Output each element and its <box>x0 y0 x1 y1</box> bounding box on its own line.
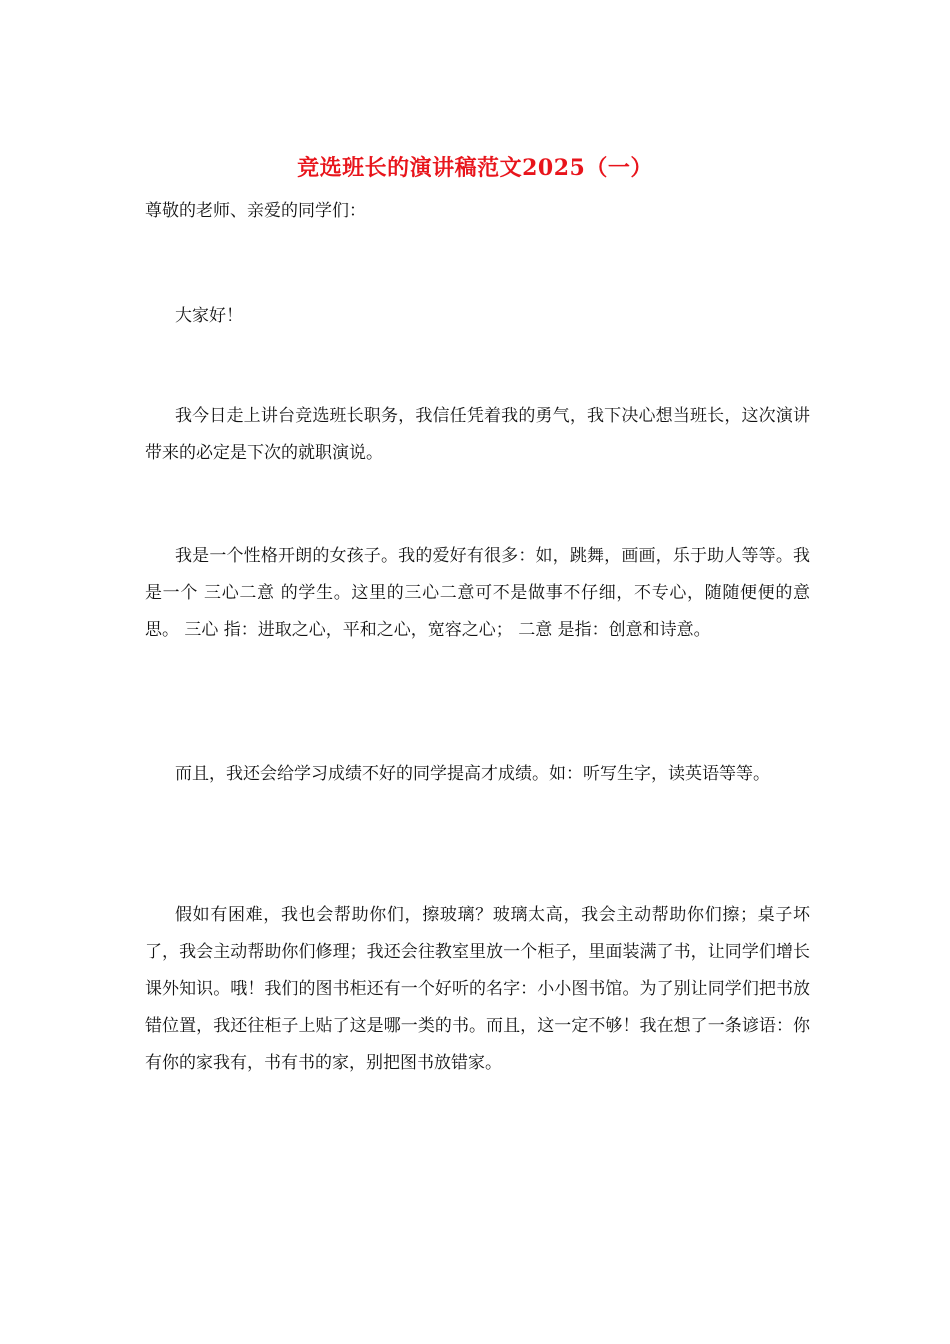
paragraph-greeting: 大家好！ <box>175 306 243 326</box>
salutation: 尊敬的老师、亲爱的同学们： <box>145 201 366 221</box>
paragraph-class-help: 假如有困难，我也会帮助你们，擦玻璃？玻璃太高，我会主动帮助你们擦；桌子坏了，我会主动帮助你们修理；我还会往教室里放一个柜子，里面装满了书，让同学们增长课外知识。哦！我们的图书柜还有一个好听的名字：小小图书馆。为了别让同学们把书放错位置，我还往柜子上贴了这是哪一类的书。而且，这一定不够！我在想了一条谚语：你有你的家我有，书有书的家，别把图书放错家。 <box>145 905 810 1073</box>
document-title: 竞选班长的演讲稿范文2025（一） <box>297 155 653 181</box>
paragraph-study-help: 而且，我还会给学习成绩不好的同学提高才成绩。如：听写生字，读英语等等。 <box>175 764 770 784</box>
paragraph-personality: 我是一个性格开朗的女孩子。我的爱好有很多：如，跳舞，画画，乐于助人等等。我是一个 三心二意 的学生。这里的三心二意可不是做事不仔细，不专心，随随便便的意思。 三心 指：进取之心，平和之心，宽容之心； 二意 是指：创意和诗意。 <box>145 546 810 640</box>
paragraph-intro: 我今日走上讲台竞选班长职务，我信任凭着我的勇气，我下决心想当班长，这次演讲带来的必定是下次的就职演说。 <box>145 406 810 463</box>
